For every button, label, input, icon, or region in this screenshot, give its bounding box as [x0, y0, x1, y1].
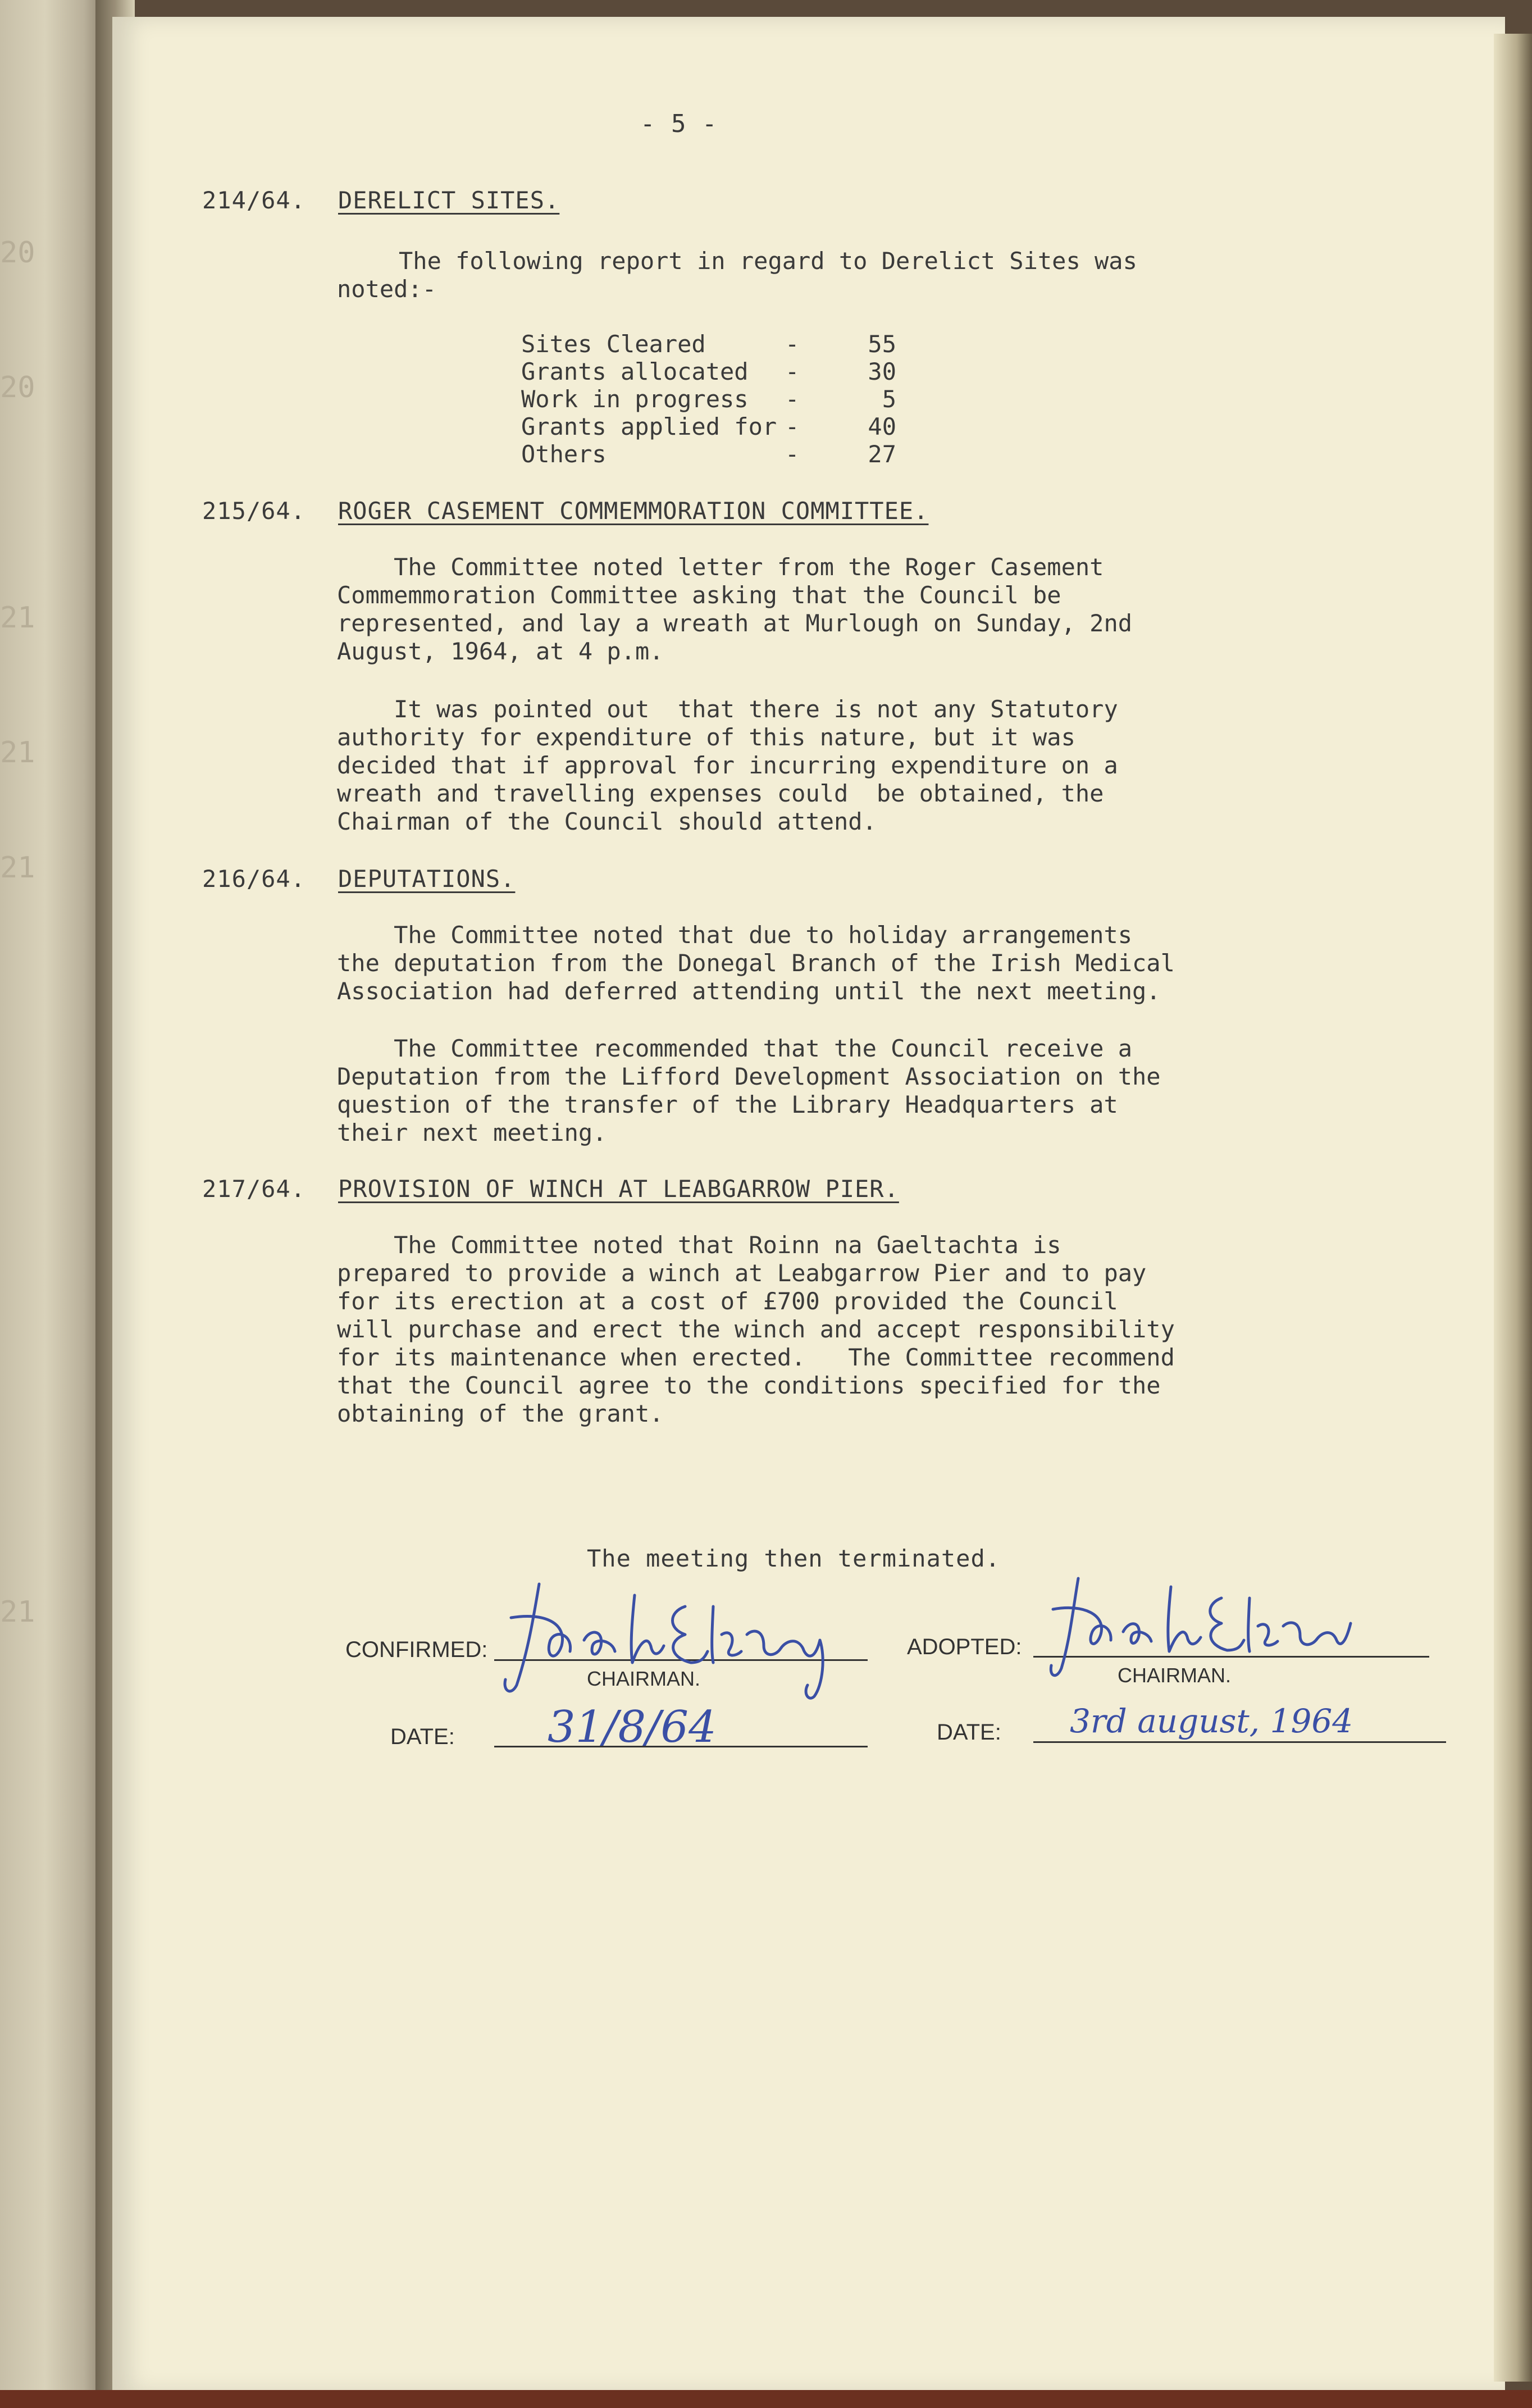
row-dash: -: [785, 330, 800, 358]
minute-paragraph: It was pointed out that there is not any Statutory authority for expenditure of this nature, but it was decided that if approval for incurring expenditure on a wreath and travelling expenses could be obtained, the Chairman of the Council should attend.: [337, 695, 1118, 835]
date-label: DATE:: [390, 1724, 455, 1749]
ghost-mark: 21: [0, 736, 35, 770]
row-label: Others: [521, 440, 607, 468]
ghost-mark: 21: [0, 851, 35, 885]
adopted-signature: [1045, 1567, 1359, 1685]
minute-heading: ROGER CASEMENT COMMEMMORATION COMMITTEE.: [338, 497, 929, 525]
minute-number: 217/64.: [202, 1175, 306, 1203]
table-row: [521, 358, 896, 385]
ghost-mark: 21: [0, 1595, 35, 1629]
minute-number: 215/64.: [202, 497, 306, 525]
confirmed-date: 31/8/64: [548, 1702, 717, 1752]
row-label: Sites Cleared: [521, 330, 706, 358]
adopted-label: ADOPTED:: [907, 1635, 1022, 1659]
date-label: DATE:: [937, 1720, 1001, 1745]
confirmed-label: CONFIRMED:: [345, 1637, 488, 1662]
derelict-sites-table: [521, 330, 896, 468]
row-label: Work in progress: [521, 385, 749, 413]
row-dash: -: [785, 413, 800, 440]
minute-heading: DEPUTATIONS.: [338, 865, 516, 893]
table-row: [521, 385, 896, 413]
row-dash: -: [785, 358, 800, 385]
row-value: 40: [868, 413, 896, 440]
minute-heading: PROVISION OF WINCH AT LEABGARROW PIER.: [338, 1175, 899, 1203]
confirmed-signature: [500, 1573, 865, 1702]
minute-paragraph: The Committee noted that Roinn na Gaeltachta is prepared to provide a winch at Leabgarrow Pier and to pay for its erection at a cost of £700 provided the Council will purchase and erect the winch and accept responsibility for its maintenance when erected. The Committee recommend that the Council agree to the conditions specified for the obtaining of the grant.: [337, 1231, 1175, 1427]
minute-number: 216/64.: [202, 865, 306, 893]
adopted-date: 3rd august, 1964: [1070, 1702, 1353, 1740]
minute-number: 214/64.: [202, 186, 306, 214]
table-row: [521, 440, 896, 468]
row-dash: -: [785, 385, 800, 413]
table-row: [521, 330, 896, 358]
page-number: - 5 -: [640, 110, 718, 138]
ghost-mark: 20: [0, 236, 35, 270]
row-dash: -: [785, 440, 800, 468]
row-value: 5: [882, 385, 896, 413]
row-value: 30: [868, 358, 896, 385]
row-value: 55: [868, 330, 896, 358]
ghost-mark: 20: [0, 371, 35, 404]
minute-paragraph: The following report in regard to Derelict Sites was noted:-: [337, 247, 1137, 303]
chairman-label: CHAIRMAN.: [1118, 1664, 1232, 1687]
ghost-mark: 21: [0, 601, 35, 635]
row-label: Grants allocated: [521, 358, 749, 385]
chairman-label: CHAIRMAN.: [587, 1667, 701, 1690]
minute-paragraph: The Committee noted that due to holiday arrangements the deputation from the Donegal Branch of the Irish Medical Association had deferred attending until the next meeting.: [337, 921, 1175, 1005]
minute-heading: DERELICT SITES.: [338, 186, 560, 214]
row-label: Grants applied for: [521, 413, 777, 440]
adopted-date-line: [1033, 1741, 1446, 1743]
minute-paragraph: The Committee recommended that the Council receive a Deputation from the Lifford Development Association on the question of the transfer of the Library Headquarters at their next meeting.: [337, 1035, 1161, 1146]
minute-paragraph: The Committee noted letter from the Roger Casement Commemmoration Committee asking that the Council be represented, and lay a wreath at Murlough on Sunday, 2nd August, 1964, at 4 p.m.: [337, 553, 1133, 665]
closing-statement: The meeting then terminated.: [587, 1545, 1001, 1572]
page-stack-edge: [1494, 34, 1532, 2382]
table-row: [521, 413, 896, 440]
book-cover-edge: [0, 2390, 1532, 2408]
row-value: 27: [868, 440, 896, 468]
